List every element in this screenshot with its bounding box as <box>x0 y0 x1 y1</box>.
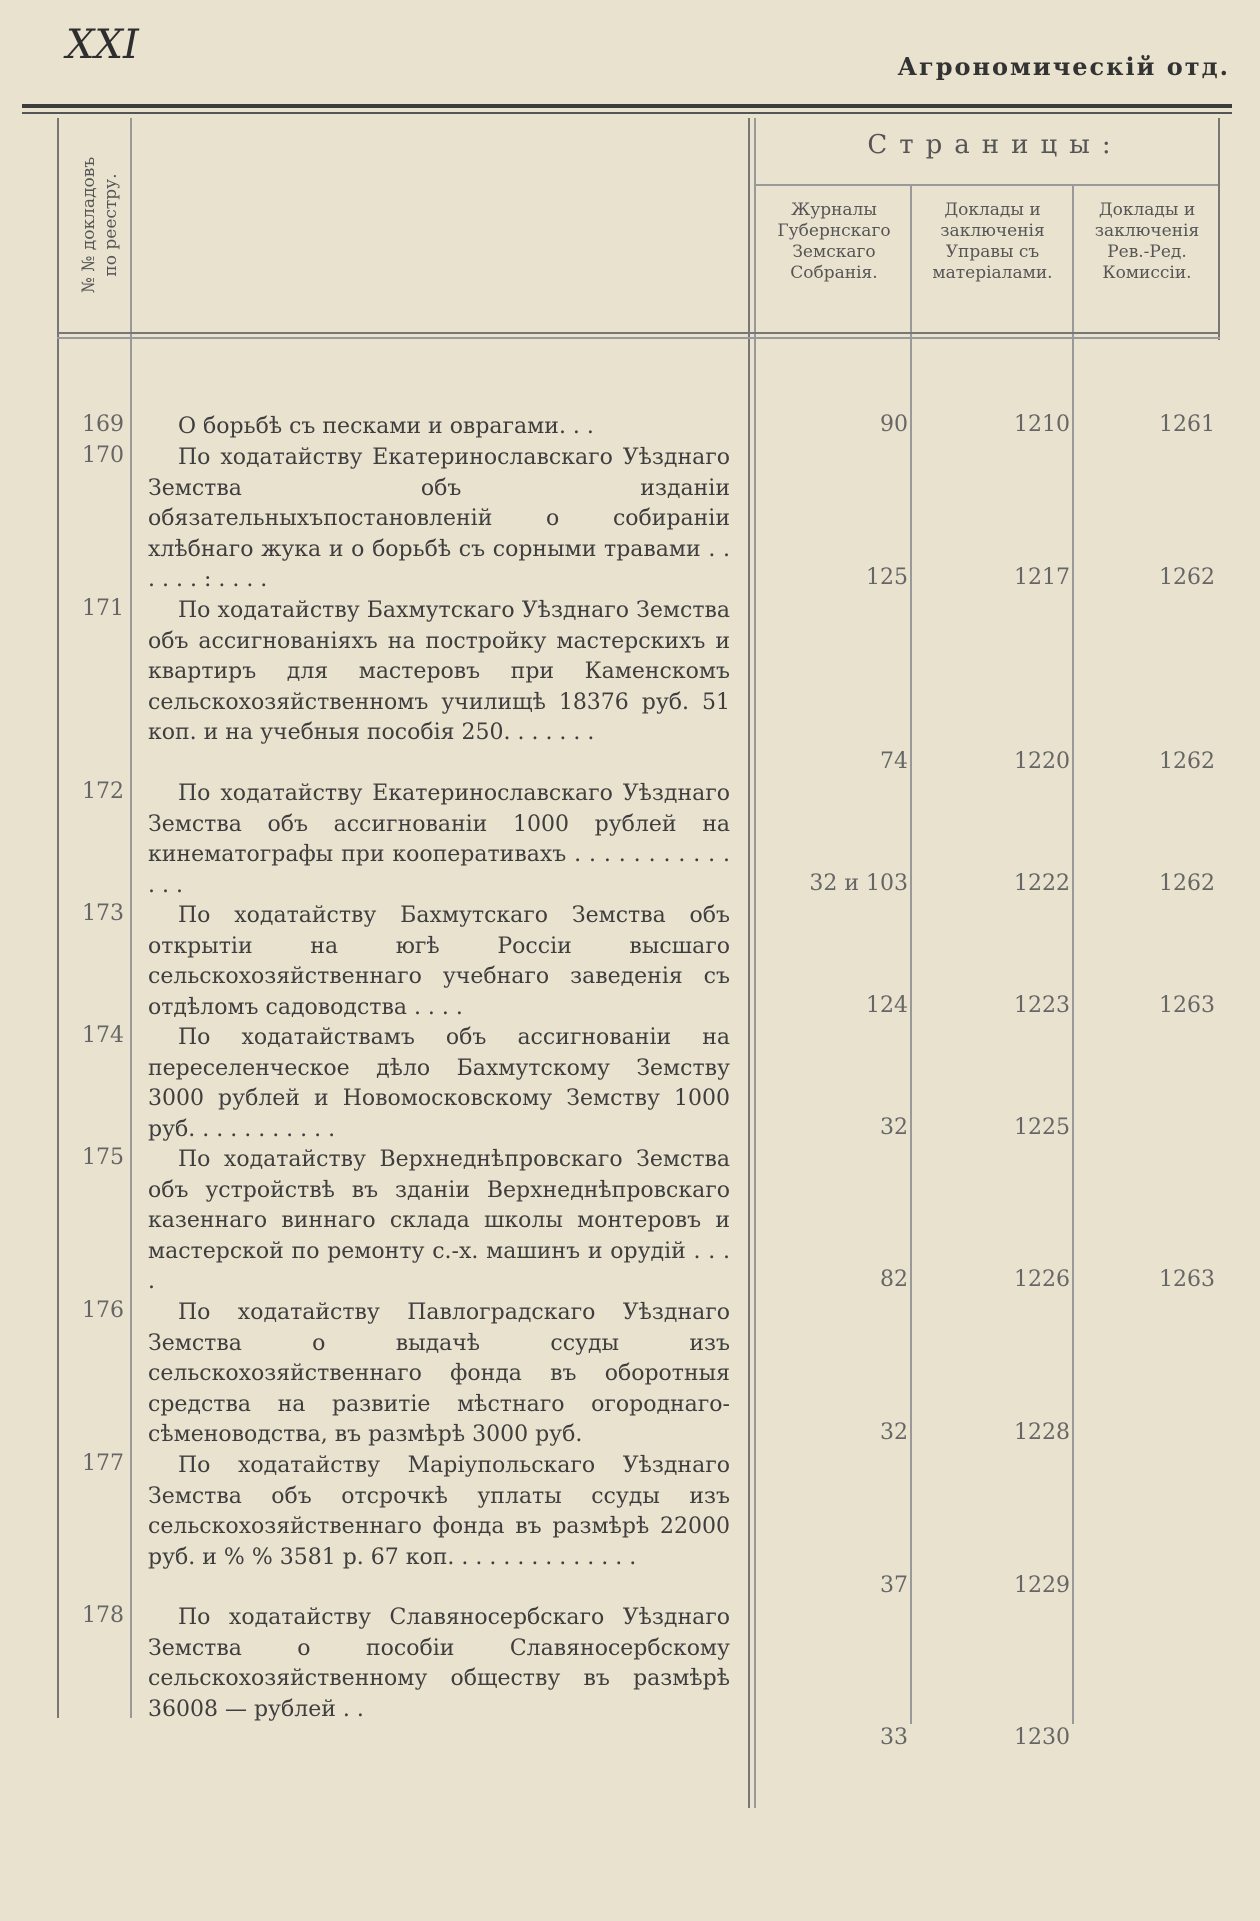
row-number: 170 <box>82 443 124 468</box>
row-text: По ходатайству Бахмутскаго Уѣзднаго Земства объ ассигнованіяхъ на постройку мастерскихъ и квартиръ для мастеровъ при Каменскомъ сельскохозяйственномъ училищѣ 18376 руб. 51 коп. и на учебныя пособія 250. . . . . . . <box>148 598 730 745</box>
row-page-report: 1220 <box>1014 749 1070 774</box>
row-page-journal: 33 <box>880 1725 908 1750</box>
table-left-border <box>57 118 59 1718</box>
row-page-report: 1229 <box>1014 1573 1070 1598</box>
header-bottom-rule-b <box>57 337 1220 339</box>
row-text: По ходатайству Славяносербскаго Уѣзднаго Земства о пособіи Славяносербскому сельскохозяйственному обществу въ размѣрѣ 36008 — рублей . . <box>148 1605 730 1722</box>
row-page-report: 1223 <box>1014 993 1070 1018</box>
column-header-number-line2: по реестру. <box>101 173 121 277</box>
col-divider-sub2 <box>1072 184 1074 1724</box>
column-header-number <box>60 120 140 330</box>
col-divider-pages <box>748 118 750 1808</box>
row-page-journal: 124 <box>866 993 908 1018</box>
row-number: 169 <box>82 412 124 437</box>
row-page-journal: 82 <box>880 1267 908 1292</box>
column-header-journals: Журналы Губернскаго Земскаго Собранія. <box>777 200 891 283</box>
row-number: 173 <box>82 901 124 926</box>
row-text: По ходатайству Верхнеднѣпровскаго Земства объ устройствѣ въ зданіи Верхнеднѣпровскаго казеннаго виннаго склада школы монтеровъ и мастерской по ремонту с.-х. машинъ и орудій . . . . <box>148 1147 730 1294</box>
row-number: 178 <box>82 1603 124 1628</box>
header-bottom-rule <box>57 332 1220 334</box>
row-page-journal: 32 <box>880 1420 908 1445</box>
column-header-reports: Доклады и заключенія Управы съ матеріалами. <box>932 200 1053 283</box>
row-text: По ходатайству Павлоградскаго Уѣзднаго Земства о выдачѣ ссуды изъ сельскохозяйственнаго фонда въ оборотныя средства на развитіе мѣстнаго огороднаго-сѣменоводства, въ размѣрѣ 3000 руб. <box>148 1300 730 1447</box>
row-text: По ходатайству Бахмутскаго Земства объ открытіи на югѣ Россіи высшаго сельскохозяйственнаго учебнаго заведенія съ отдѣломъ садоводства . . . . <box>148 903 730 1020</box>
row-page-revision: 1262 <box>1159 871 1215 896</box>
page-number: XXI <box>66 22 139 68</box>
row-text: О борьбѣ съ песками и оврагами. . . <box>178 414 594 439</box>
row-page-report: 1225 <box>1014 1115 1070 1140</box>
row-page-revision: 1263 <box>1159 993 1215 1018</box>
row-page-report: 1210 <box>1014 412 1070 437</box>
column-header-revision: Доклады и заключенія Рев.-Ред. Комиссіи. <box>1094 200 1200 283</box>
row-number: 171 <box>82 596 124 621</box>
row-page-journal: 90 <box>880 412 908 437</box>
row-text: По ходатайству Маріупольскаго Уѣзднаго Земства объ отсрочкѣ уплаты ссуды изъ сельскохозяйственнаго фонда въ размѣрѣ 22000 руб. и % % 3581 р. 67 коп. . . . . . . . . . . . . . <box>148 1453 730 1570</box>
row-page-revision: 1262 <box>1159 749 1215 774</box>
row-page-report: 1226 <box>1014 1267 1070 1292</box>
row-page-report: 1230 <box>1014 1725 1070 1750</box>
row-number: 172 <box>82 779 124 804</box>
top-rule-thick <box>22 104 1232 108</box>
row-page-revision: 1263 <box>1159 1267 1215 1292</box>
row-page-report: 1228 <box>1014 1420 1070 1445</box>
column-header-pages: Страницы: <box>867 130 1123 160</box>
column-header-number-line1: № № докладовъ <box>79 156 99 294</box>
section-title: Агрономическій отд. <box>897 52 1230 81</box>
row-number: 177 <box>82 1451 124 1476</box>
row-number: 175 <box>82 1145 124 1170</box>
col-divider-pages-b <box>754 118 756 1808</box>
row-number: 174 <box>82 1023 124 1048</box>
row-number: 176 <box>82 1298 124 1323</box>
row-page-revision: 1262 <box>1159 565 1215 590</box>
row-page-journal: 37 <box>880 1573 908 1598</box>
row-page-journal: 125 <box>866 565 908 590</box>
pages-subheader-rule <box>756 184 1218 186</box>
top-rule-thin <box>22 112 1232 114</box>
row-text: По ходатайствамъ объ ассигнованіи на переселенческое дѣло Бахмутскому Земству 3000 рублей и Новомосковскому Земству 1000 руб. . . . . . . . . . . <box>148 1025 730 1142</box>
row-text: По ходатайству Екатеринославскаго Уѣзднаго Земства объ ассигнованіи 1000 рублей на кинематографы при кооперативахъ . . . . . . . . . . . . . . <box>148 781 730 898</box>
col-divider-number <box>130 118 132 1718</box>
row-text: По ходатайству Екатеринославскаго Уѣзднаго Земства объ изданіи обязательныхъпостановленій о собираніи хлѣбнаго жука и о борьбѣ съ сорными травами . . . . . . : . . . . <box>148 445 730 592</box>
row-page-report: 1217 <box>1014 565 1070 590</box>
col-divider-sub1 <box>910 184 912 1724</box>
row-page-journal: 32 <box>880 1115 908 1140</box>
row-page-journal: 74 <box>880 749 908 774</box>
row-page-revision: 1261 <box>1159 412 1215 437</box>
row-page-journal: 32 и 103 <box>809 871 908 896</box>
row-page-report: 1222 <box>1014 871 1070 896</box>
